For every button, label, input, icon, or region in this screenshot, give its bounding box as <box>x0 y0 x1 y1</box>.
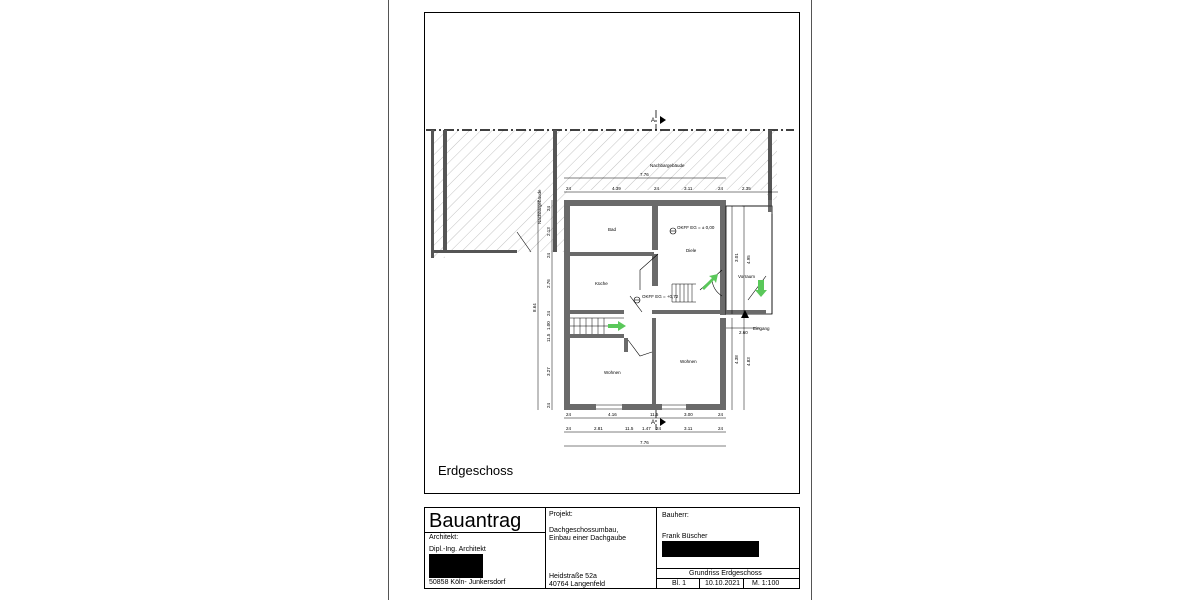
room-label-eingang: Eingang <box>753 326 770 331</box>
project-label: Projekt: <box>549 511 573 518</box>
dim-top-f: 2.35 <box>742 186 751 191</box>
dim-bottom2-e: 24 <box>656 426 662 431</box>
titleblock-header: Bauantrag <box>429 510 522 532</box>
dim-bottom1-e: 24 <box>718 412 724 417</box>
dim-left-d: 2.76 <box>546 279 551 288</box>
dim-bottom2-c: 11.5 <box>625 426 634 431</box>
architect-title: Dipl.-Ing. Architekt <box>429 546 486 553</box>
dim-bottom1-c: 11.5 <box>650 412 659 417</box>
dim-right-b: 4.95 <box>746 255 751 264</box>
room-label-nachbar-side: Nachbargebäude <box>537 189 542 224</box>
dim-top-b: 4.39 <box>612 186 621 191</box>
dim-bottom2-b: 2.81 <box>594 426 603 431</box>
dim-bottom2-g: 24 <box>718 426 724 431</box>
dim-top-d: 3.11 <box>684 186 693 191</box>
room-label-windfang: Vorraum <box>738 274 756 279</box>
client-label: Bauherr: <box>662 512 689 519</box>
doors <box>628 254 766 356</box>
arrow-icon <box>608 321 626 331</box>
dim-left-i: 24 <box>546 402 551 408</box>
redacted-client-address <box>662 541 759 557</box>
room-label-wohnen-right: Wohnen <box>680 359 697 364</box>
dim-left-g: 11.5 <box>546 333 551 342</box>
project-desc-1: Dachgeschossumbau, <box>549 527 619 534</box>
dim-right-d: 4.38 <box>734 355 739 364</box>
arrow-icon <box>702 274 718 290</box>
dim-bottom1-a: 24 <box>566 412 572 417</box>
dim-left-a: 24 <box>546 205 551 211</box>
dim-bottom-total: 7.76 <box>640 440 649 445</box>
room-label-nachbar-top: Nachbargebäude <box>650 163 685 168</box>
room-label-wohnen-left: Wohnen <box>604 370 621 375</box>
dim-left-h: 3.27 <box>546 367 551 376</box>
architect-city: 50858 Köln- Junkersdorf <box>429 579 506 586</box>
sheet-date: 10.10.2021 <box>705 580 741 587</box>
dim-right-c: 2.60 <box>739 330 748 335</box>
sheet-scale: M. 1:100 <box>752 580 780 587</box>
dim-left-e: 24 <box>546 310 551 316</box>
dim-top-total: 7.76 <box>640 172 649 177</box>
staircase <box>570 284 696 334</box>
title-block <box>424 507 800 589</box>
project-desc-2: Einbau einer Dachgaube <box>549 535 627 542</box>
dim-left-c: 24 <box>546 252 551 258</box>
dim-top-c: 24 <box>654 186 660 191</box>
project-city: 40764 Langenfeld <box>549 581 606 588</box>
access-arrows <box>608 274 767 331</box>
exterior-walls <box>564 200 726 410</box>
dim-left-f: 1.00 <box>546 321 551 330</box>
room-label-kueche: Küche <box>595 281 608 286</box>
stair-walls <box>624 338 628 352</box>
dim-bottom1-b: 4.16 <box>608 412 617 417</box>
level-okff-1: OKFF EG = ± 0,00 <box>677 225 715 230</box>
dim-bottom2-a: 24 <box>566 426 572 431</box>
dim-top-e: 24 <box>718 186 724 191</box>
dim-right-e: 4.83 <box>746 357 751 366</box>
dim-top-a: 24 <box>566 186 572 191</box>
sheet-number: Bl. 1 <box>672 580 687 587</box>
dim-right-a: 3.01 <box>734 253 739 262</box>
sheet-title: Grundriss Erdgeschoss <box>689 570 762 577</box>
dim-bottom2-d: 1.47 <box>642 426 651 431</box>
plan-title: Erdgeschoss <box>438 463 514 478</box>
dim-left-b: 2.13 <box>546 227 551 236</box>
project-street: Heidstraße 52a <box>549 573 597 580</box>
dim-bottom2-f: 3.11 <box>684 426 693 431</box>
client-name: Frank Büscher <box>662 533 708 540</box>
section-mark-bottom: A <box>651 420 656 426</box>
section-mark-top: A <box>651 118 656 124</box>
room-label-diele: Diele <box>686 248 697 253</box>
level-okff-2: OKFF EG = +0,72 <box>642 294 679 299</box>
architect-label: Architekt: <box>429 534 459 541</box>
redacted-architect-name <box>429 554 483 578</box>
dim-bottom1-d: 3.00 <box>684 412 693 417</box>
dim-left-total: 8.64 <box>532 303 537 312</box>
room-label-bad: Bad <box>608 227 617 232</box>
